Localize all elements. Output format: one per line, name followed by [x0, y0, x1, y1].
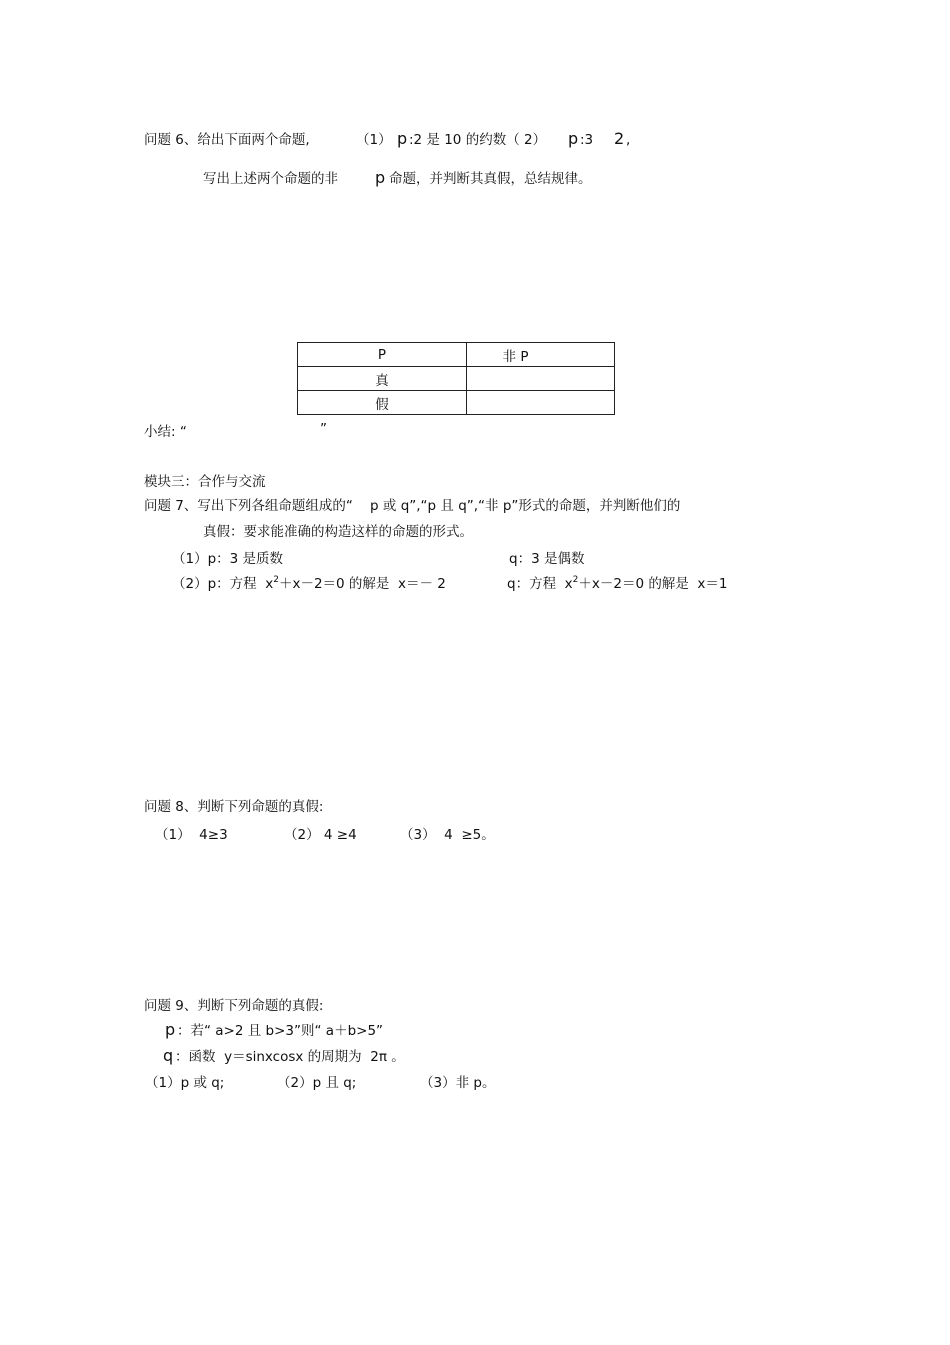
table-cell: 假 — [298, 391, 467, 415]
table-cell[interactable] — [467, 367, 615, 391]
q7-item2-q: q：方程 $x^2+x-2=0$ 的解是 x＝1 — [507, 575, 728, 592]
q6-instruction: 写出上述两个命题的非 — [203, 171, 338, 187]
table-cell[interactable] — [467, 391, 615, 415]
table-row — [298, 391, 615, 415]
q9-item3: （3）非 p。 — [420, 1075, 496, 1091]
q8-item3: （3） 4 ≥5。 — [400, 827, 495, 843]
q7-item2-p: （2）p：方程 $x^2+x-2=0$ 的解是 x＝－ 2 — [172, 575, 446, 592]
q9-p-label: p — [165, 1020, 176, 1039]
table-header-p: P — [298, 343, 467, 367]
q8-intro: 问题 8、判断下列命题的真假: — [144, 799, 324, 815]
module3-title: 模块三：合作与交流 — [144, 474, 266, 490]
q7-intro: 问题 7、写出下列各组命题组成的“ p 或 q”,“p 且 q”,“非 p”形式的命题，并判断他们的 — [144, 498, 681, 514]
q6-value-2: 2 — [614, 129, 625, 148]
table-cell: 真 — [298, 367, 467, 391]
q9-item1: （1）p 或 q; — [145, 1075, 225, 1091]
truth-table — [297, 342, 615, 415]
table-header-not-p: 非 P — [467, 343, 615, 367]
q6-p-symbol-3: p — [375, 168, 386, 187]
q6-p-symbol: p — [397, 129, 408, 148]
q6-proposition2: :3 — [580, 132, 594, 148]
q7-requirement: 真假：要求能准确的构造这样的命题的形式。 — [203, 524, 473, 540]
q6-proposition1: :2 是 10 的约数（ 2） — [409, 132, 547, 148]
q9-q-text: ：函数 y＝sinxcosx 的周期为 2π 。 — [175, 1049, 405, 1065]
q6-instruction-end: 命题，并判断其真假，总结规律。 — [389, 171, 592, 187]
q8-item1: （1） 4≥3 — [155, 827, 228, 843]
summary-label: 小结: “ — [144, 424, 187, 440]
q9-q-label: q — [163, 1046, 174, 1065]
q6-comma: , — [626, 132, 631, 148]
q9-intro: 问题 9、判断下列命题的真假: — [144, 998, 324, 1014]
q7-item1-q: q：3 是偶数 — [509, 551, 585, 567]
q9-item2: （2）p 且 q; — [277, 1075, 357, 1091]
q9-p-text: ：若“ a>2 且 b>3”则“ a＋b>5” — [177, 1023, 384, 1039]
summary-close-quote: ” — [320, 421, 327, 437]
q6-intro: 问题 6、给出下面两个命题, — [144, 132, 310, 148]
q6-item1-number: （1） — [356, 132, 392, 148]
table-row — [298, 343, 615, 367]
table-row — [298, 367, 615, 391]
q7-item1-p: （1）p：3 是质数 — [172, 551, 284, 567]
q6-p-symbol-2: p — [568, 129, 579, 148]
q8-item2: （2） 4 ≥4 — [284, 827, 357, 843]
